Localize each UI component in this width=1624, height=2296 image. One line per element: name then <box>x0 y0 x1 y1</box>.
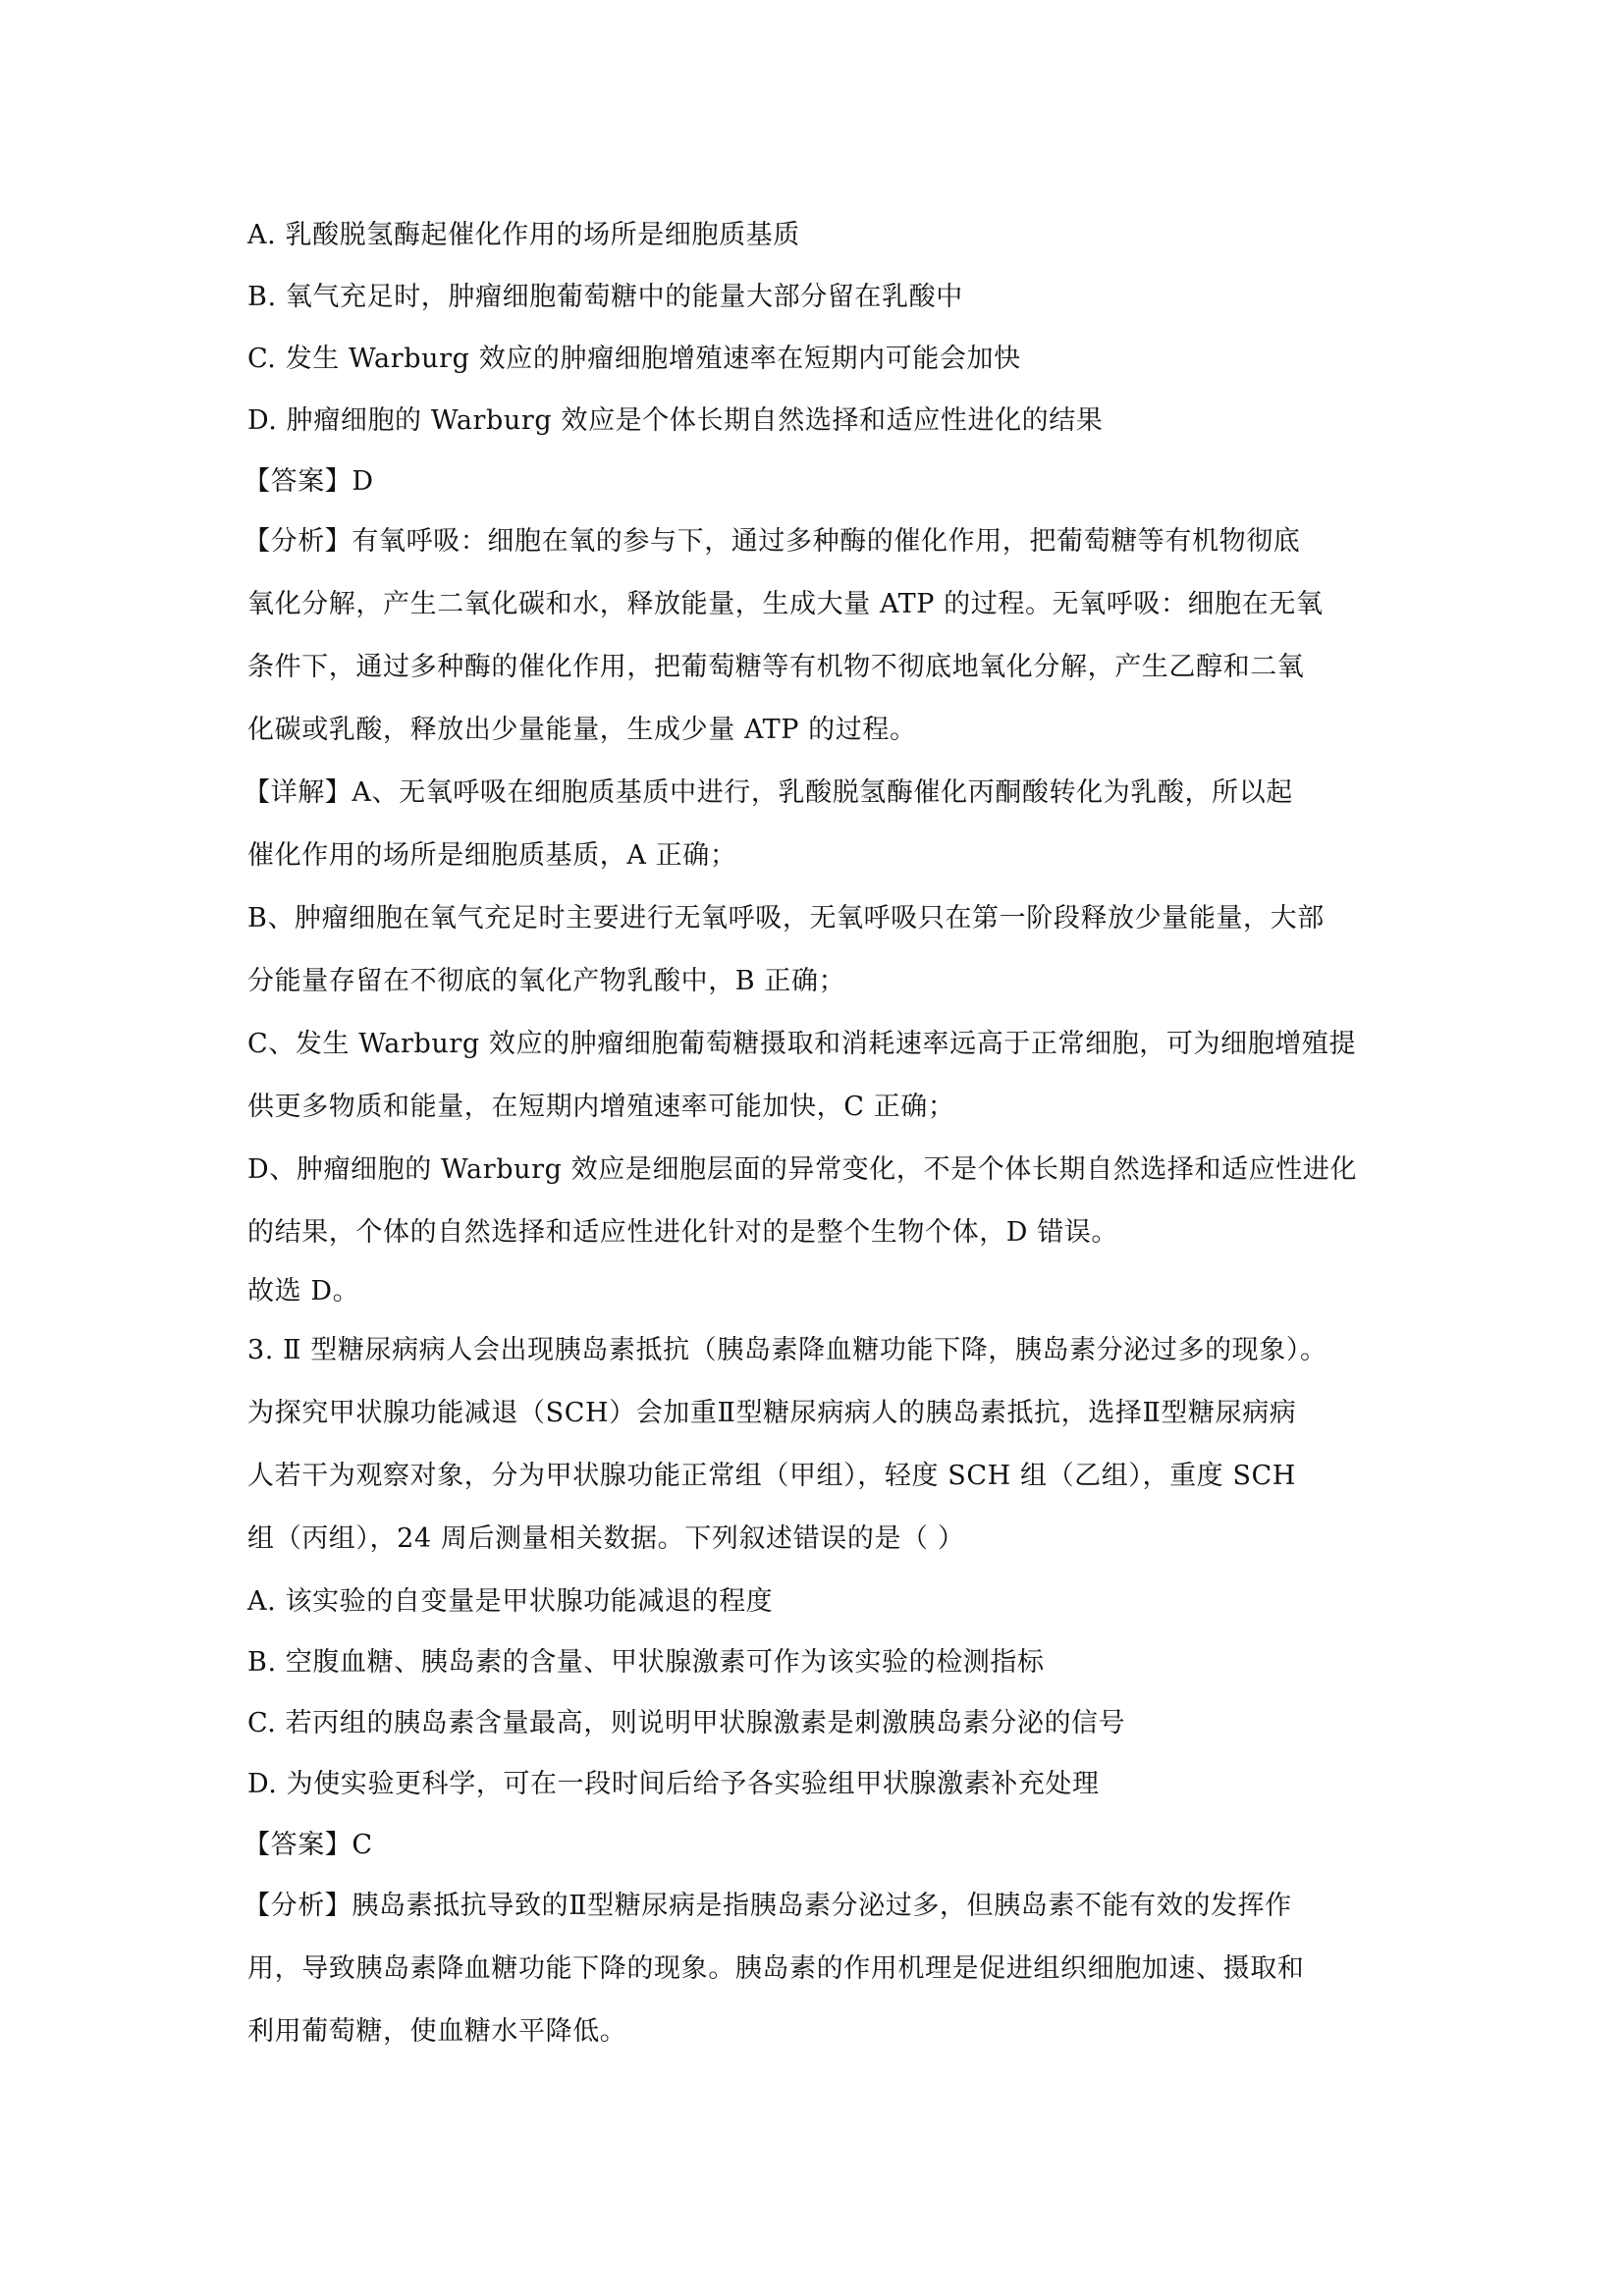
q2-option-d: D. 肿瘤细胞的 Warburg 效应是个体长期自然选择和适应性进化的结果 <box>247 405 1104 436</box>
q2-detail-line: 催化作用的场所是细胞质基质，A 正确； <box>247 840 737 871</box>
q3-stem-line: 组（丙组），24 周后测量相关数据。下列叙述错误的是（ ） <box>247 1523 965 1554</box>
q2-option-a: A. 乳酸脱氢酶起催化作用的场所是细胞质基质 <box>247 220 800 250</box>
q3-option-c: C. 若丙组的胰岛素含量最高，则说明甲状腺激素是刺激胰岛素分泌的信号 <box>247 1708 1126 1738</box>
q2-analysis-line: 氧化分解，产生二氧化碳和水，释放能量，生成大量 ATP 的过程。无氧呼吸：细胞在无氧 <box>247 589 1324 619</box>
q3-option-b: B. 空腹血糖、胰岛素的含量、甲状腺激素可作为该实验的检测指标 <box>247 1647 1045 1678</box>
q2-detail-line: B、肿瘤细胞在氧气充足时主要进行无氧呼吸，无氧呼吸只在第一阶段释放少量能量，大部 <box>247 903 1325 934</box>
q2-analysis-line: 条件下，通过多种酶的催化作用，把葡萄糖等有机物不彻底地氧化分解，产生乙醇和二氧 <box>247 652 1305 682</box>
q2-detail-line: D、肿瘤细胞的 Warburg 效应是细胞层面的异常变化，不是个体长期自然选择和适应性进化 <box>247 1154 1358 1185</box>
q2-detail-line: 供更多物质和能量，在短期内增殖速率可能加快，C 正确； <box>247 1092 955 1122</box>
q2-answer: 【答案】D <box>244 466 374 497</box>
q2-detail-line: 【详解】A、无氧呼吸在细胞质基质中进行，乳酸脱氢酶催化丙酮酸转化为乳酸，所以起 <box>244 777 1293 808</box>
q2-detail-line: C、发生 Warburg 效应的肿瘤细胞葡萄糖摄取和消耗速率远高于正常细胞，可为细胞增殖提 <box>247 1029 1357 1059</box>
q3-stem-line: 人若干为观察对象，分为甲状腺功能正常组（甲组），轻度 SCH 组（乙组），重度 SCH <box>247 1461 1296 1491</box>
q3-analysis-line: 用，导致胰岛素降血糖功能下降的现象。胰岛素的作用机理是促进组织细胞加速、摄取和 <box>247 1953 1305 1984</box>
q2-analysis-line: 化碳或乳酸，释放出少量能量，生成少量 ATP 的过程。 <box>247 715 917 745</box>
q2-option-c: C. 发生 Warburg 效应的肿瘤细胞增殖速率在短期内可能会加快 <box>247 344 1021 374</box>
q2-detail-line: 的结果，个体的自然选择和适应性进化针对的是整个生物个体，D 错误。 <box>247 1217 1119 1248</box>
q3-analysis-line: 利用葡萄糖，使血糖水平降低。 <box>247 2016 627 2047</box>
q2-conclusion: 故选 D。 <box>247 1276 360 1307</box>
q3-option-a: A. 该实验的自变量是甲状腺功能减退的程度 <box>247 1586 774 1617</box>
q2-option-b: B. 氧气充足时，肿瘤细胞葡萄糖中的能量大部分留在乳酸中 <box>247 282 963 312</box>
q3-option-d: D. 为使实验更科学，可在一段时间后给予各实验组甲状腺激素补充处理 <box>247 1769 1100 1799</box>
q3-stem-line: 为探究甲状腺功能减退（SCH）会加重Ⅱ型糖尿病病人的胰岛素抵抗，选择Ⅱ型糖尿病病 <box>247 1398 1297 1428</box>
q3-stem-line: 3. Ⅱ 型糖尿病病人会出现胰岛素抵抗（胰岛素降血糖功能下降，胰岛素分泌过多的现象）。 <box>247 1335 1327 1365</box>
q3-answer: 【答案】C <box>244 1830 373 1860</box>
q2-detail-line: 分能量存留在不彻底的氧化产物乳酸中，B 正确； <box>247 966 846 996</box>
q2-analysis-line: 【分析】有氧呼吸：细胞在氧的参与下，通过多种酶的催化作用，把葡萄糖等有机物彻底 <box>244 526 1301 557</box>
q3-analysis-line: 【分析】胰岛素抵抗导致的Ⅱ型糖尿病是指胰岛素分泌过多，但胰岛素不能有效的发挥作 <box>244 1891 1292 1921</box>
